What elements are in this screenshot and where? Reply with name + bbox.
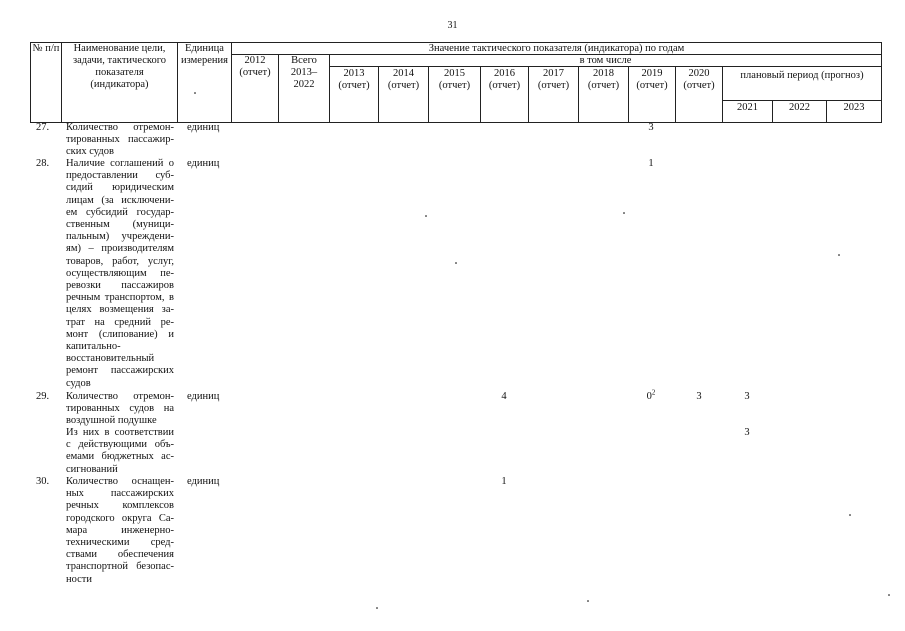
row-text-line: воздушной подушке	[66, 415, 157, 427]
row-text-line: ности	[66, 573, 92, 585]
row-text-line: ских судов	[66, 146, 114, 158]
row-text-line: ем субсидий государ-	[66, 206, 174, 218]
row-text-line: пальным) учреждени-	[66, 231, 174, 243]
header-plan-year: 2021	[737, 102, 758, 113]
row-number: 29.	[36, 391, 50, 402]
row-text-line: осуществляющим пе-	[66, 267, 174, 279]
header-year: 2018	[593, 68, 614, 79]
header-year-note: (отчет)	[338, 80, 370, 91]
row-text-line: речных комплексов	[66, 500, 174, 512]
scan-speck	[623, 212, 625, 214]
row-value-2019: $0^2$	[646, 388, 656, 402]
header-year-note: (отчет)	[438, 80, 471, 91]
row-text-line: с действующими объ-	[66, 439, 174, 451]
header-num-label: № п/п	[32, 43, 60, 54]
header-year: 2015	[444, 68, 465, 79]
header-plan-year: 2022	[789, 102, 810, 113]
row-value-2021: 3	[744, 427, 750, 438]
header-year-note: (отчет)	[537, 80, 570, 91]
row-text-line: Количество отремон-	[66, 391, 174, 402]
row-value-2016: 1	[501, 476, 507, 487]
row-text-line: тированных судов на	[66, 403, 174, 415]
row-text-line: товаров, работ, услуг,	[66, 255, 174, 267]
row-text-line: Из них в соответствии	[66, 427, 174, 438]
header-year: 2017	[543, 68, 564, 79]
row-text-line: ственным (муници-	[66, 219, 174, 230]
row-value-2021: 3	[744, 391, 750, 402]
header-values-title: Значение тактического показателя (индикатора) по годам	[428, 43, 685, 54]
row-value-2020: 3	[696, 391, 702, 402]
row-text-line: лицам (за исключени-	[66, 194, 174, 206]
header-total-line: Всего	[291, 55, 317, 66]
row-unit: единиц	[187, 158, 220, 169]
header-year: 2013	[343, 68, 365, 79]
page-number: 31	[447, 20, 458, 31]
row-text-line: монт (слипование) и	[66, 328, 174, 340]
scan-speck	[849, 514, 851, 516]
row-text-line: Количество отремон-	[66, 122, 174, 133]
row-text-line: техническими сред-	[66, 537, 174, 548]
header-year-note: (отчет)	[683, 80, 715, 91]
row-text-line: ремонт пассажирских	[66, 365, 174, 377]
row-text-line: Количество оснащен-	[66, 476, 174, 487]
row-text-line: предоставлении суб-	[66, 170, 174, 182]
scan-speck	[888, 594, 890, 596]
row-text-line: судов	[66, 377, 91, 389]
row-text-line: капитально-	[66, 341, 121, 352]
row-text-line: Наличие соглашений о	[66, 158, 174, 169]
row-number: 28.	[36, 158, 50, 169]
row-text-line: городского округа Са-	[66, 512, 174, 524]
row-number: 27.	[36, 122, 50, 133]
header-plan-period: плановый период (прогноз)	[740, 70, 864, 81]
scan-speck	[425, 215, 427, 217]
header-year: 2014	[393, 68, 414, 79]
header-total-line: 2013–	[290, 67, 318, 78]
header-name-line: показателя	[95, 67, 144, 78]
scan-speck	[376, 607, 378, 609]
row-text-line: сигнований	[66, 463, 118, 475]
header-year-note: (отчет)	[488, 80, 521, 91]
row-text-line: мара инженерно-	[66, 524, 174, 536]
row-text-line: целях возмещения за-	[66, 304, 174, 316]
scan-speck	[194, 92, 196, 94]
header-plan-year: 2023	[843, 102, 865, 113]
row-text-line: емами бюджетных ас-	[66, 451, 174, 463]
header-year: 2020	[688, 68, 710, 79]
row-unit: единиц	[187, 391, 220, 402]
header-year-note: (отчет)	[636, 80, 668, 91]
footnote-marker: 2	[651, 388, 656, 397]
row-text-line: ревозки пассажиров	[66, 280, 174, 291]
header-year: 2016	[494, 68, 515, 79]
header-unit-line: Единица	[185, 43, 224, 54]
row-text-line: тированных пассажир-	[66, 134, 174, 146]
row-text-line: восстановительный	[66, 353, 155, 365]
scan-speck	[455, 262, 457, 264]
row-unit: единиц	[187, 476, 220, 487]
row-number: 30.	[36, 476, 50, 487]
header-name-line: задачи, тактического	[72, 55, 167, 66]
header-year: 2019	[641, 68, 663, 79]
header-including: в том числе	[579, 55, 632, 66]
row-value-2019: 3	[648, 122, 654, 133]
header-year-note: (отчет)	[587, 80, 620, 91]
scan-speck	[587, 600, 589, 602]
row-text-line: трат на средний ре-	[66, 316, 174, 328]
header-total-line: 2022	[293, 79, 315, 90]
row-unit: единиц	[187, 122, 220, 133]
row-text-line: сидий юридическим	[66, 182, 174, 194]
row-text-line: ям) – производителям	[66, 243, 174, 255]
header-2012-note: (отчет)	[239, 67, 271, 78]
scan-speck	[838, 254, 840, 256]
row-text-line: ствами обеспечения	[66, 549, 174, 561]
header-2012-year: 2012	[244, 55, 266, 66]
header-name-line: (индикатора)	[90, 79, 149, 90]
row-value-2019: 1	[648, 158, 654, 169]
row-value-2016: 4	[501, 391, 507, 402]
row-text-line: транспортной безопас-	[66, 561, 174, 573]
header-year-note: (отчет)	[387, 80, 420, 91]
row-text-line: речным транспортом, в	[66, 292, 174, 304]
header-unit-line: измерения	[181, 55, 228, 66]
header-name-line: Наименование цели,	[73, 43, 166, 54]
row-text-line: ных пассажирских	[66, 488, 174, 500]
